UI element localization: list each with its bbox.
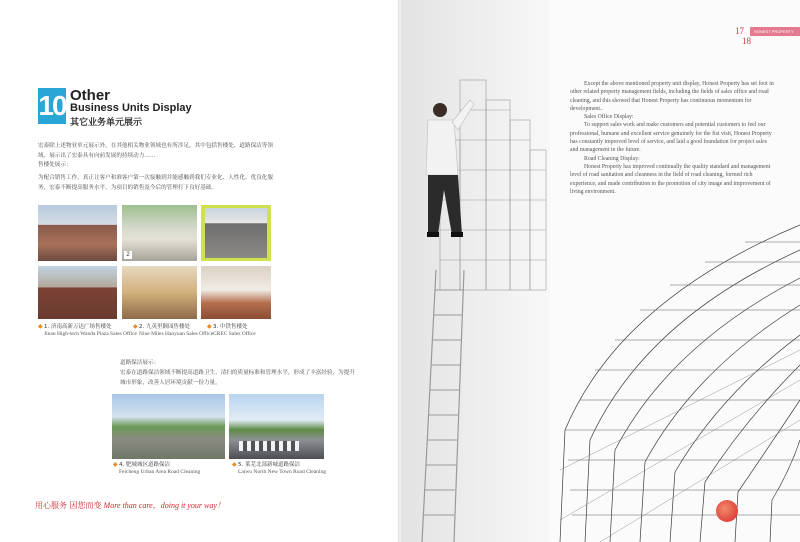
road-heading: 道路保洁展示： — [120, 360, 160, 366]
intro-paragraph: 宏泰除上述物业单元展示外，在其他相关物业领域也有所涉足，其中包括售楼处、道路保洁等领域，展示出了宏泰具有向前发展的持续动力…… — [38, 143, 273, 159]
right-road-body: Honest Property has improved continually the quality standard and management level of road sanitation and cleanness in the field of road cleaning, formed rich experience, and made contribution to the promotion of city image and improvement of living environment. — [570, 163, 771, 195]
photo-laiwu-road — [229, 394, 324, 459]
diamond-icon: ◆ — [207, 324, 212, 330]
page-number-left: 17 — [735, 26, 744, 36]
road-paragraph: 宏泰在道路保洁领域不断提高道路卫生、清扫的质量标准和管理水平，形成了丰富经验，为提升城市形象，改善人居环境贡献一份力量。 — [120, 370, 355, 386]
photo-wanda-exterior — [38, 205, 117, 261]
caption-4: ◆ 4. 肥城城区道路保洁 Feicheng Urban Area Road Cleaning — [113, 462, 201, 475]
page-number-right: 18 — [742, 36, 751, 46]
photo-feicheng-road — [112, 394, 225, 459]
photo-wanda-building — [38, 266, 117, 319]
right-sales-heading: Sales Office Display: — [584, 114, 634, 121]
sales-heading: 售楼处展示： — [38, 162, 72, 168]
photo-crec-exterior — [201, 205, 271, 261]
photo-haoyuan-interior — [122, 266, 197, 319]
caption-1: ◆ 1. 济南高新万达广场售楼处 Jinan High-tech Wanda Plaza Sales Office — [38, 324, 137, 337]
diamond-icon: ◆ — [38, 324, 43, 330]
caption-2: ◆ 2. 九英里颢园售楼处 Nine Miles Haoyuan Sales Office — [133, 324, 214, 337]
section-number: 10 — [38, 88, 66, 124]
right-page — [400, 0, 800, 542]
book-spine — [398, 0, 402, 542]
right-road-heading: Road Cleaning Display: — [584, 155, 640, 162]
photo-crec-interior — [201, 266, 271, 319]
right-text-block — [570, 80, 776, 196]
section-title-en-1: Other — [70, 87, 111, 104]
caption-3: ◆ 3. 中铁售楼处 CREC Sales Office — [207, 324, 256, 337]
photo-badge: 2 — [124, 251, 132, 259]
photo-haoyuan-exterior — [122, 205, 197, 261]
footer-slogan: 用心服务 因您而变 More than care，doing it your way！ — [35, 501, 225, 510]
caption-5: ◆ 5. 莱芜北部新城道路保洁 Laiwu North New Town Road Cleaning — [232, 462, 326, 475]
section-title-en-2: Business Units Display — [70, 102, 192, 114]
company-logo-icon — [716, 500, 738, 522]
diamond-icon: ◆ — [133, 324, 138, 330]
diamond-icon: ◆ — [113, 462, 118, 468]
sales-paragraph: 为配合销售工作，真正让客户和准客户第一次接触到并能感触到我们专业化、人性化、优良化服务，宏泰不断提高服务水平，为项目的销售及今后的管理打下良好基础。 — [38, 175, 273, 191]
right-sales-body: To support sales work and make customers and potential customers to feel our professional, humane and excellent service genuinely for the fist visit, Honest Property has constantly improved level of service, and laid a good foundation for project sales and management in the future. — [570, 122, 772, 154]
right-intro: Except the above mentioned property unit display, Honest Property has set foot in other related property management fields, including the fields of sales office and road cleaning, and this showed that Honest Property has continuous momentum for development.. — [570, 81, 774, 112]
section-title-cn: 其它业务单元展示 — [70, 118, 143, 128]
header-ribbon: HONEST PROPERTY — [750, 27, 800, 36]
diamond-icon: ◆ — [232, 462, 237, 468]
